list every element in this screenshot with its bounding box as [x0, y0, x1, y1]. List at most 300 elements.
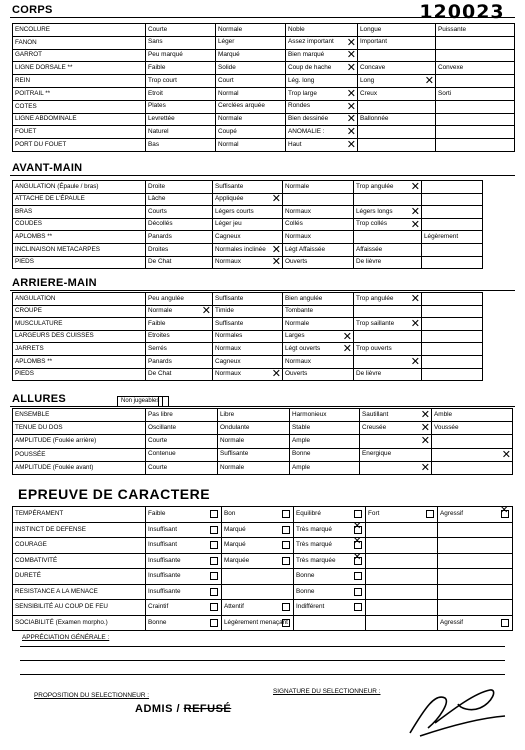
option-label: Insuffisante — [148, 556, 181, 564]
option-cell — [366, 600, 438, 616]
option-cell[interactable] — [146, 36, 216, 49]
criterion-label: COUDES — [13, 218, 146, 231]
option-cell[interactable] — [354, 318, 422, 331]
option-cell[interactable] — [146, 522, 222, 538]
table-row — [13, 305, 483, 318]
option-cell[interactable] — [213, 343, 283, 356]
option-label: Trop saillante — [356, 319, 395, 327]
table-row — [13, 181, 483, 194]
option-cell — [366, 584, 438, 600]
criterion-label: COMBATIVITÉ — [13, 553, 146, 569]
section-rule — [10, 17, 515, 18]
document-id: 120023 — [419, 1, 505, 23]
checkbox-icon[interactable] — [210, 541, 218, 549]
option-cell[interactable] — [146, 569, 222, 585]
option-label: Suffisante — [215, 294, 244, 302]
option-cell[interactable] — [213, 218, 283, 231]
option-cell[interactable] — [146, 584, 222, 600]
option-cell[interactable] — [146, 62, 216, 75]
option-label: Bien angulée — [285, 294, 323, 302]
option-label: Bas — [148, 140, 160, 148]
option-cell[interactable] — [213, 293, 283, 306]
option-label: Trop court — [148, 76, 177, 84]
option-cell[interactable] — [146, 600, 222, 616]
option-cell[interactable] — [213, 355, 283, 368]
option-cell[interactable] — [294, 522, 366, 538]
option-cell[interactable] — [360, 448, 432, 461]
option-cell[interactable] — [213, 193, 283, 206]
section-rule — [10, 290, 515, 291]
option-label: Trop large — [288, 89, 317, 97]
option-cell — [354, 305, 422, 318]
option-cell[interactable] — [146, 553, 222, 569]
option-cell — [422, 293, 483, 306]
option-label: Sautillant — [362, 410, 389, 418]
appreciation-line[interactable] — [20, 660, 505, 661]
option-cell[interactable] — [146, 75, 216, 88]
table-row — [13, 36, 515, 49]
option-label: Léger — [218, 38, 235, 46]
option-label: Bonne — [296, 587, 315, 595]
table-row — [13, 615, 513, 631]
option-cell — [360, 435, 432, 448]
table-row — [13, 113, 515, 126]
option-cell[interactable] — [354, 218, 422, 231]
option-cell[interactable] — [283, 330, 354, 343]
option-cell[interactable] — [146, 343, 213, 356]
option-cell — [422, 193, 483, 206]
checkbox-icon[interactable] — [354, 572, 362, 580]
option-cell[interactable] — [283, 243, 354, 256]
option-cell[interactable] — [294, 507, 366, 523]
option-cell[interactable] — [213, 181, 283, 194]
option-cell[interactable] — [354, 293, 422, 306]
cross-mark-icon: ✕ — [346, 113, 356, 126]
option-label: Harmonieux — [292, 410, 327, 418]
option-cell[interactable] — [216, 126, 286, 139]
option-cell — [438, 553, 513, 569]
option-cell[interactable] — [146, 256, 213, 269]
option-cell[interactable] — [222, 522, 294, 538]
option-cell[interactable] — [222, 600, 294, 616]
option-label: Ample — [292, 437, 311, 445]
option-cell[interactable] — [286, 113, 358, 126]
option-label: Insuffisant — [148, 525, 178, 533]
option-label: Haut — [288, 140, 302, 148]
option-cell[interactable] — [213, 305, 283, 318]
option-label: Normales — [215, 332, 243, 340]
option-cell[interactable] — [213, 368, 283, 381]
option-cell[interactable] — [283, 343, 354, 356]
option-cell[interactable] — [283, 231, 354, 244]
option-cell[interactable] — [358, 62, 436, 75]
decision-admis: ADMIS / — [135, 703, 181, 715]
option-label: Insuffisante — [148, 587, 181, 595]
checkbox-icon[interactable] — [282, 603, 290, 611]
option-cell[interactable] — [146, 615, 222, 631]
option-label: Ondulante — [220, 424, 250, 432]
option-label: Attentif — [224, 603, 244, 611]
cross-mark-icon: ✕ — [410, 180, 420, 193]
option-label: Serrés — [148, 344, 167, 352]
checkbox-icon[interactable] — [210, 619, 218, 627]
option-cell[interactable] — [283, 181, 354, 194]
option-cell[interactable] — [218, 448, 290, 461]
option-cell[interactable] — [146, 126, 216, 139]
option-cell[interactable] — [283, 368, 354, 381]
option-label: Suffisante — [220, 450, 249, 458]
option-cell[interactable] — [216, 100, 286, 113]
criterion-label: LIGNE ABDOMINALE — [13, 113, 146, 126]
checkbox-icon[interactable] — [210, 526, 218, 534]
appreciation-line[interactable] — [20, 646, 505, 647]
option-cell[interactable] — [354, 343, 422, 356]
option-cell[interactable] — [146, 293, 213, 306]
option-cell[interactable] — [360, 409, 432, 422]
option-cell — [422, 368, 483, 381]
option-cell[interactable] — [286, 24, 358, 37]
section-rule — [10, 406, 515, 407]
option-label: Marqué — [224, 525, 246, 533]
cross-mark-icon: ✕ — [342, 330, 352, 343]
option-cell[interactable] — [146, 422, 218, 435]
option-cell[interactable] — [146, 49, 216, 62]
option-cell[interactable] — [146, 206, 213, 219]
option-cell[interactable] — [146, 507, 222, 523]
option-label: Equilibré — [296, 510, 321, 518]
option-cell — [438, 522, 513, 538]
checkbox-icon[interactable] — [210, 572, 218, 580]
option-label: Longue — [360, 25, 382, 33]
criterion-label: ATTACHE DE L'ÉPAULE — [13, 193, 146, 206]
cross-mark-icon: ✕ — [346, 138, 356, 152]
option-cell[interactable] — [146, 330, 213, 343]
cross-mark-icon: ✕ — [410, 205, 420, 218]
option-cell[interactable] — [358, 87, 436, 100]
option-cell[interactable] — [146, 87, 216, 100]
option-label: Bon — [224, 510, 236, 518]
option-label: Concave — [360, 64, 386, 72]
option-cell[interactable] — [213, 330, 283, 343]
option-cell — [358, 49, 436, 62]
checkbox-icon[interactable] — [282, 510, 290, 518]
option-cell[interactable] — [146, 355, 213, 368]
option-label: Normale — [148, 307, 173, 315]
option-cell — [358, 126, 436, 139]
option-label: Tombante — [285, 307, 314, 315]
option-label: Faible — [148, 510, 166, 518]
option-cell[interactable] — [218, 435, 290, 448]
cross-mark-icon: ✕ — [420, 408, 430, 422]
option-label: Trop angulée — [356, 182, 394, 190]
option-cell — [422, 343, 483, 356]
option-cell[interactable] — [146, 100, 216, 113]
decision — [135, 703, 231, 715]
cross-mark-icon: ✕ — [271, 256, 281, 269]
epreuve-table — [12, 506, 513, 631]
option-cell — [222, 569, 294, 585]
table-row — [13, 507, 513, 523]
checkbox-icon[interactable] — [282, 526, 290, 534]
option-cell[interactable] — [146, 24, 216, 37]
criterion-label: DURETÉ — [13, 569, 146, 585]
option-cell — [436, 36, 515, 49]
option-label: Normal — [218, 89, 239, 97]
option-cell[interactable] — [216, 24, 286, 37]
checkbox-icon[interactable] — [210, 603, 218, 611]
option-cell[interactable] — [283, 256, 354, 269]
option-cell[interactable] — [290, 461, 360, 474]
option-cell[interactable] — [438, 507, 513, 523]
option-cell[interactable] — [216, 36, 286, 49]
option-cell[interactable] — [283, 318, 354, 331]
option-cell[interactable] — [358, 24, 436, 37]
option-label: Suffisante — [215, 182, 244, 190]
option-cell[interactable] — [294, 538, 366, 554]
criterion-label: PIEDS — [13, 368, 146, 381]
option-label: Normaux — [285, 357, 311, 365]
option-label: Bonne — [296, 572, 315, 580]
criterion-label: AMPLITUDE (Foulée arrière) — [13, 435, 146, 448]
option-cell[interactable] — [146, 305, 213, 318]
option-label: Légers longs — [356, 207, 393, 215]
criterion-label: COTES — [13, 100, 146, 113]
section-title-allures: ALLURES — [12, 393, 67, 405]
option-label: Coup de hache — [288, 64, 332, 72]
checked-box-icon[interactable] — [501, 510, 509, 518]
option-cell[interactable] — [283, 218, 354, 231]
table-row — [13, 553, 513, 569]
option-label: Courte — [148, 437, 168, 445]
arriere-main-table — [12, 292, 483, 381]
option-cell[interactable] — [436, 24, 515, 37]
option-label: Panards — [148, 232, 172, 240]
option-cell[interactable] — [286, 100, 358, 113]
option-cell[interactable] — [283, 293, 354, 306]
option-cell — [354, 231, 422, 244]
option-label: Faible — [148, 64, 166, 72]
option-cell[interactable] — [218, 409, 290, 422]
option-cell[interactable] — [286, 36, 358, 49]
option-cell[interactable] — [216, 139, 286, 152]
option-cell[interactable] — [146, 231, 213, 244]
checkbox-icon[interactable] — [282, 541, 290, 549]
option-cell[interactable] — [146, 448, 218, 461]
option-label: De Chat — [148, 258, 172, 266]
option-cell[interactable] — [216, 75, 286, 88]
option-label: Cerclées arquée — [218, 102, 265, 110]
option-cell[interactable] — [283, 355, 354, 368]
option-label: Normaux — [285, 232, 311, 240]
option-cell[interactable] — [146, 538, 222, 554]
checkbox-icon[interactable] — [354, 588, 362, 596]
option-cell[interactable] — [218, 461, 290, 474]
criterion-label: MUSCULATURE — [13, 318, 146, 331]
option-cell[interactable] — [354, 206, 422, 219]
option-cell[interactable] — [146, 243, 213, 256]
option-cell[interactable] — [286, 62, 358, 75]
option-cell[interactable] — [216, 113, 286, 126]
option-cell[interactable] — [294, 600, 366, 616]
option-label: Normale — [218, 115, 243, 123]
cross-mark-icon: ✕ — [420, 461, 430, 474]
criterion-label: APLOMBS ** — [13, 231, 146, 244]
option-label: Stable — [292, 424, 311, 432]
option-cell — [222, 584, 294, 600]
table-row — [13, 538, 513, 554]
option-cell[interactable] — [146, 218, 213, 231]
option-cell[interactable] — [146, 193, 213, 206]
option-cell[interactable] — [286, 75, 358, 88]
option-cell[interactable] — [283, 305, 354, 318]
criterion-label: LIGNE DORSALE ** — [13, 62, 146, 75]
option-label: Craintif — [148, 603, 169, 611]
option-label: Solide — [218, 64, 236, 72]
checkbox-icon[interactable] — [354, 510, 362, 518]
checkbox-icon[interactable] — [282, 557, 290, 565]
option-cell[interactable] — [438, 615, 513, 631]
option-cell — [283, 193, 354, 206]
option-cell[interactable] — [216, 87, 286, 100]
option-label: Noble — [288, 25, 305, 33]
option-cell — [358, 139, 436, 152]
option-cell[interactable] — [436, 62, 515, 75]
criterion-label: AMPLITUDE (Foulée avant) — [13, 461, 146, 474]
option-cell — [422, 318, 483, 331]
option-cell — [366, 522, 438, 538]
checkbox-icon[interactable] — [210, 588, 218, 596]
option-label: Suffisante — [215, 319, 244, 327]
option-cell[interactable] — [432, 422, 513, 435]
checkbox-icon[interactable] — [282, 619, 290, 627]
option-cell[interactable] — [354, 181, 422, 194]
option-cell[interactable] — [422, 231, 483, 244]
checkbox-icon[interactable] — [426, 510, 434, 518]
checkbox-icon[interactable] — [501, 619, 509, 627]
option-cell[interactable] — [286, 139, 358, 152]
cross-mark-icon: ✕ — [346, 49, 356, 62]
option-cell[interactable] — [354, 256, 422, 269]
option-cell[interactable] — [216, 49, 286, 62]
option-label: Très marquée — [296, 556, 336, 564]
option-cell — [422, 305, 483, 318]
cross-mark-icon: ✕ — [410, 218, 420, 231]
checked-box-icon[interactable] — [354, 541, 362, 549]
criterion-label: POUSSÉE — [13, 448, 146, 461]
option-cell[interactable] — [222, 507, 294, 523]
option-cell[interactable] — [290, 448, 360, 461]
option-label: Trop collés — [356, 220, 388, 228]
option-label: Léger jeu — [215, 220, 242, 228]
option-cell[interactable] — [146, 461, 218, 474]
option-cell[interactable] — [358, 36, 436, 49]
option-cell[interactable] — [358, 113, 436, 126]
option-cell[interactable] — [222, 538, 294, 554]
option-cell[interactable] — [294, 553, 366, 569]
checkbox-icon[interactable] — [210, 557, 218, 565]
option-cell[interactable] — [366, 507, 438, 523]
option-label: Insuffisante — [148, 572, 181, 580]
option-label: Marquée — [224, 556, 250, 564]
appreciation-line[interactable] — [20, 674, 505, 675]
option-cell[interactable] — [286, 49, 358, 62]
option-cell[interactable] — [213, 256, 283, 269]
option-cell[interactable] — [216, 62, 286, 75]
option-cell[interactable] — [146, 139, 216, 152]
option-label: Peu angulée — [148, 294, 184, 302]
table-row — [13, 343, 483, 356]
option-label: Ballonnée — [360, 115, 389, 123]
table-row — [13, 24, 515, 37]
option-cell[interactable] — [213, 206, 283, 219]
option-cell[interactable] — [354, 243, 422, 256]
option-cell[interactable] — [146, 435, 218, 448]
table-row — [13, 522, 513, 538]
option-cell[interactable] — [358, 75, 436, 88]
option-cell[interactable] — [146, 409, 218, 422]
option-label: Normal — [218, 140, 239, 148]
criterion-label: INCLINAISON METACARPES — [13, 243, 146, 256]
option-label: Bonne — [292, 450, 311, 458]
option-cell[interactable] — [146, 318, 213, 331]
option-cell[interactable] — [213, 318, 283, 331]
checked-box-icon[interactable] — [354, 526, 362, 534]
option-label: Légers courts — [215, 207, 254, 215]
table-row — [13, 409, 513, 422]
option-label: Timide — [215, 307, 234, 315]
option-cell[interactable] — [222, 615, 294, 631]
option-cell[interactable] — [213, 243, 283, 256]
criterion-label: FANON — [13, 36, 146, 49]
checked-box-icon[interactable] — [354, 557, 362, 565]
option-cell[interactable] — [294, 584, 366, 600]
option-cell[interactable] — [294, 569, 366, 585]
option-cell[interactable] — [213, 231, 283, 244]
option-cell[interactable] — [146, 113, 216, 126]
option-label: Fort — [368, 510, 380, 518]
option-cell[interactable] — [290, 435, 360, 448]
criterion-label: COURAGE — [13, 538, 146, 554]
table-row — [13, 100, 515, 113]
option-cell[interactable] — [146, 181, 213, 194]
allures-not-judgeable-checkbox[interactable] — [158, 396, 169, 407]
option-cell[interactable] — [218, 422, 290, 435]
option-cell[interactable] — [283, 206, 354, 219]
option-cell[interactable] — [354, 368, 422, 381]
option-cell[interactable] — [436, 87, 515, 100]
option-cell[interactable] — [286, 87, 358, 100]
option-label: Courte — [148, 25, 168, 33]
option-cell[interactable] — [146, 368, 213, 381]
option-label: Amble — [434, 410, 453, 418]
option-cell[interactable] — [222, 553, 294, 569]
option-cell[interactable] — [360, 422, 432, 435]
option-label: Agressif — [440, 618, 464, 626]
option-label: Voussée — [434, 424, 459, 432]
option-cell[interactable] — [290, 422, 360, 435]
option-label: Contenue — [148, 450, 176, 458]
option-cell[interactable] — [432, 409, 513, 422]
option-cell[interactable] — [290, 409, 360, 422]
checkbox-icon[interactable] — [210, 510, 218, 518]
table-row — [13, 435, 513, 448]
option-label: Convexe — [438, 64, 464, 72]
checkbox-icon[interactable] — [354, 603, 362, 611]
option-label: Rondes — [288, 102, 311, 110]
option-label: Affaissée — [356, 245, 383, 253]
option-cell[interactable] — [286, 126, 358, 139]
option-label: Appliquée — [215, 195, 244, 203]
